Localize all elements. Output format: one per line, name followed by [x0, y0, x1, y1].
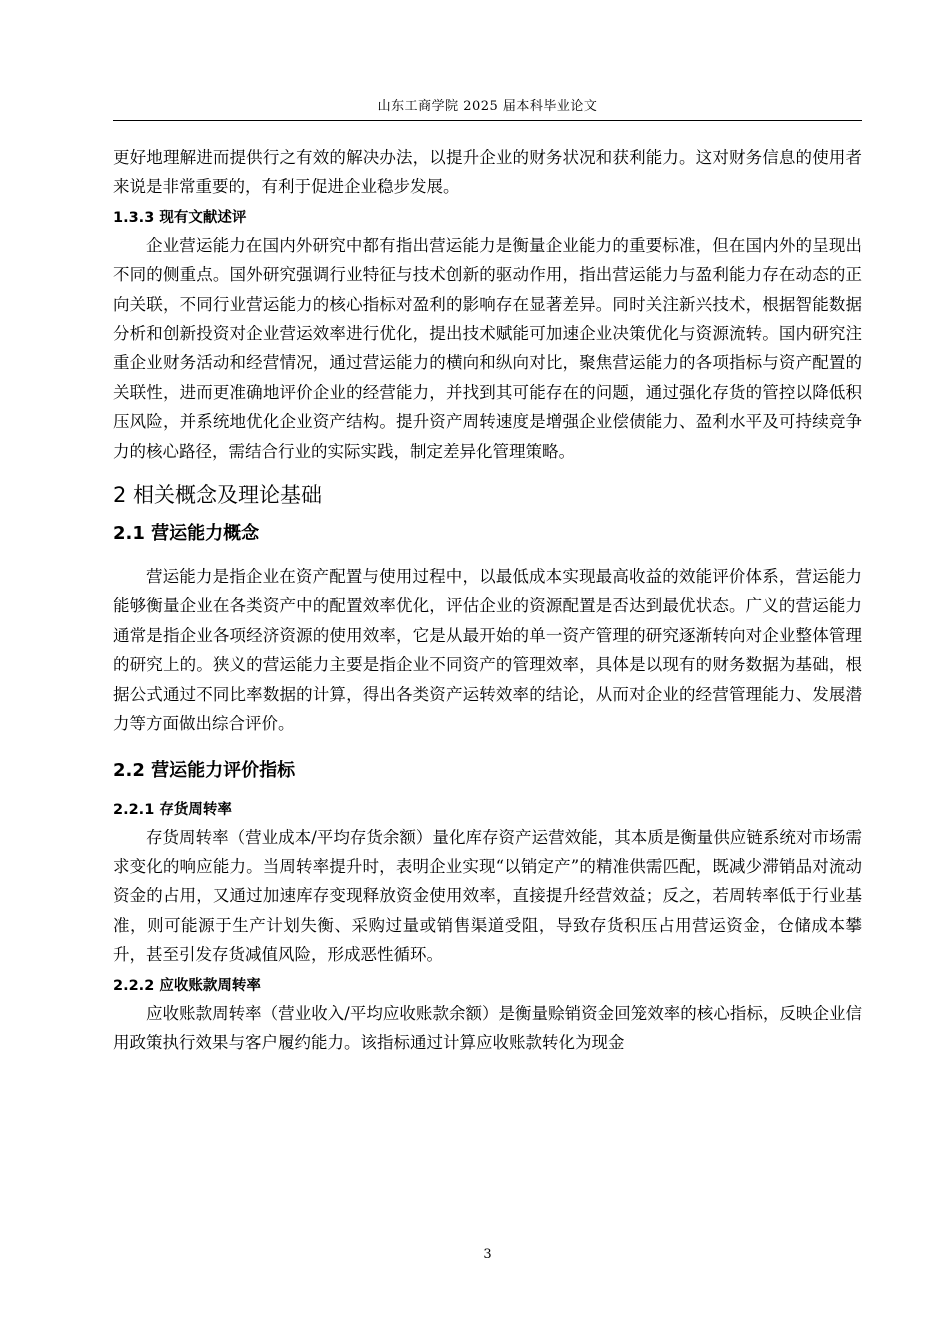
paragraph-continued: 更好地理解进而提供行之有效的解决办法，以提升企业的财务状况和获利能力。这对财务信息的使用者来说是非常重要的，有利于促进企业稳步发展。: [113, 148, 862, 197]
page-number: 3: [483, 1247, 492, 1262]
page-content: [113, 143, 862, 1057]
heading-2-2-1: 2.2.1 存货周转率: [113, 801, 232, 818]
chapter-heading-2: 2 相关概念及理论基础: [113, 483, 323, 508]
page-header-title: 山东工商学院 2025 届本科毕业论文: [377, 99, 598, 114]
section-heading-2-2: 2.2 营运能力评价指标: [113, 759, 296, 781]
heading-1-3-3: 1.3.3 现有文献述评: [113, 209, 247, 226]
paragraph-operating-capacity-concept: 营运能力是指企业在资产配置与使用过程中，以最低成本实现最高收益的效能评价体系，营运能力能够衡量企业在各类资产中的配置效率优化，评估企业的资源配置是否达到最优状态。广义的营运能力通常是指企业各项经济资源的使用效率，它是从最开始的单一资产管理的研究逐渐转向对企业整体管理的研究上的。狭义的营运能力主要是指企业不同资产的管理效率，具体是以现有的财务数据为基础，根据公式通过不同比率数据的计算，得出各类资产运转效率的结论，从而对企业的经营管理能力、发展潜力等方面做出综合评价。: [113, 567, 862, 734]
header-divider: [113, 120, 862, 121]
section-heading-2-1: 2.1 营运能力概念: [113, 523, 260, 545]
paragraph-inventory-turnover: 存货周转率（营业成本/平均存货余额）量化库存资产运营效能，其本质是衡量供应链系统对市场需求变化的响应能力。当周转率提升时，表明企业实现“以销定产”的精准供需匹配，既减少滞销品对流动资金的占用，又通过加速库存变现释放资金使用效率，直接提升经营效益；反之，若周转率低于行业基准，则可能源于生产计划失衡、采购过量或销售渠道受阻，导致存货积压占用营运资金，仓储成本攀升，甚至引发存货减值风险，形成恶性循环。: [113, 827, 862, 965]
paragraph-literature-review: 企业营运能力在国内外研究中都有指出营运能力是衡量企业能力的重要标准，但在国内外的呈现出不同的侧重点。国外研究强调行业特征与技术创新的驱动作用，指出营运能力与盈利能力存在动态的正向关联，不同行业营运能力的核心指标对盈利的影响存在显著差异。同时关注新兴技术，根据智能数据分析和创新投资对企业营运效率进行优化，提出技术赋能可加速企业决策优化与资源流转。国内研究注重企业财务活动和经营情况，通过营运能力的横向和纵向对比，聚焦营运能力的各项指标与资产配置的关联性，进而更准确地评价企业的经营能力，并找到其可能存在的问题，通过强化存货的管控以降低积压风险，并系统地优化企业资产结构。提升资产周转速度是增强企业偿债能力、盈利水平及可持续竞争力的核心路径，需结合行业的实际实践，制定差异化管理策略。: [113, 235, 862, 461]
paragraph-receivables-turnover: 应收账款周转率（营业收入/平均应收账款余额）是衡量赊销资金回笼效率的核心指标，反映企业信用政策执行效果与客户履约能力。该指标通过计算应收账款转化为现金: [113, 1003, 862, 1052]
heading-2-2-2: 2.2.2 应收账款周转率: [113, 977, 261, 994]
